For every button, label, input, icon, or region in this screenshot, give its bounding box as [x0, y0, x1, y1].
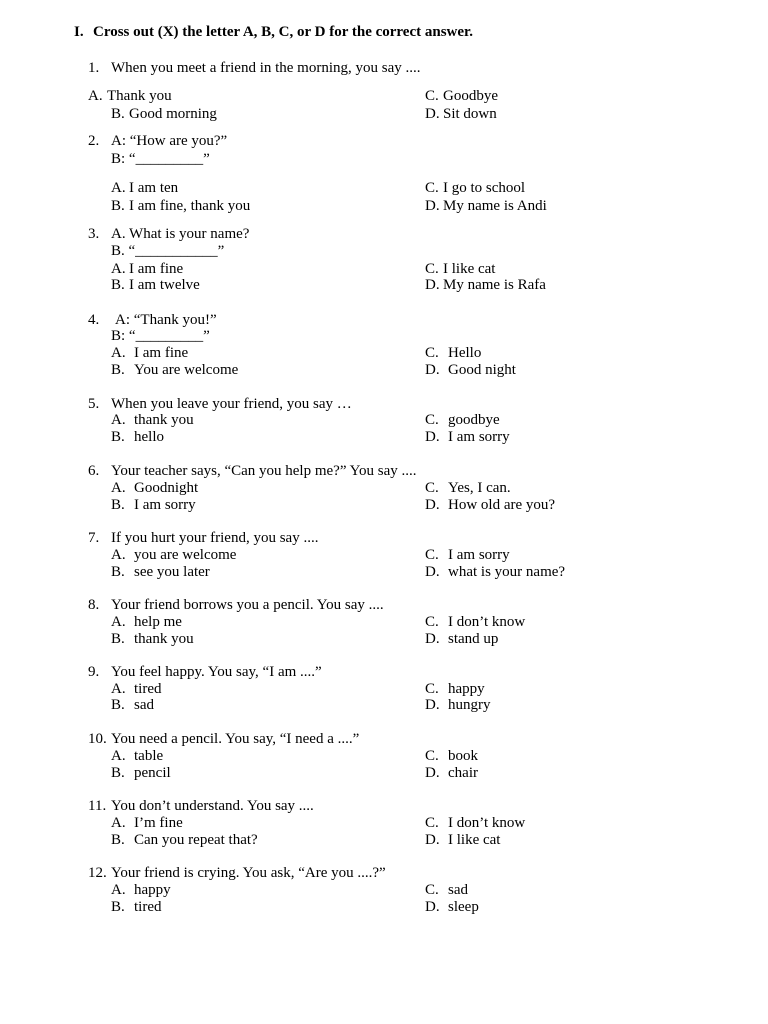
option-letter: B. [111, 899, 125, 915]
option-text: I don’t know [448, 614, 526, 630]
option-text: I am sorry [448, 547, 510, 563]
question-text: A: “Thank you!” [115, 312, 217, 328]
option-letter: C. [425, 882, 439, 898]
option-text: Goodbye [443, 88, 498, 104]
option-text: Hello [448, 345, 482, 361]
option-text: I am ten [129, 180, 179, 196]
option-letter: B. [111, 198, 125, 214]
question-number: 1. [88, 60, 100, 76]
option-letter: B. [111, 277, 125, 293]
option-letter: C. [425, 681, 439, 697]
option-text: I like cat [448, 832, 501, 848]
option-text: happy [448, 681, 485, 697]
option-text: I am sorry [134, 497, 196, 513]
option-letter: D. [425, 277, 440, 293]
question-text: Your friend borrows you a pencil. You say .... [111, 597, 384, 613]
question-text: B: “_________” [111, 328, 210, 344]
option-letter: A. [111, 180, 126, 196]
option-letter: B. [111, 497, 125, 513]
option-letter: C. [425, 815, 439, 831]
option-text: goodbye [448, 412, 500, 428]
option-text: I am sorry [448, 429, 510, 445]
option-letter: A. [111, 345, 126, 361]
option-letter: D. [425, 106, 440, 122]
option-letter: B. [111, 106, 125, 122]
option-letter: A. [111, 681, 126, 697]
question-number: 12. [88, 865, 107, 881]
option-letter: B. [111, 832, 125, 848]
option-letter: D. [425, 899, 440, 915]
option-letter: D. [425, 697, 440, 713]
option-text: hello [134, 429, 164, 445]
option-letter: D. [425, 362, 440, 378]
question-text: When you meet a friend in the morning, you say .... [111, 60, 421, 76]
option-text: you are welcome [134, 547, 237, 563]
option-letter: D. [425, 497, 440, 513]
option-letter: B. [111, 631, 125, 647]
question-text: B. “___________” [111, 243, 225, 259]
section-instruction: Cross out (X) the letter A, B, C, or D for the correct answer. [93, 24, 474, 40]
option-letter: D. [425, 198, 440, 214]
option-text: I like cat [443, 261, 496, 277]
option-letter: C. [425, 614, 439, 630]
question-number: 9. [88, 664, 100, 680]
option-text: You are welcome [134, 362, 239, 378]
option-text: Yes, I can. [448, 480, 511, 496]
option-text: I go to school [443, 180, 526, 196]
option-letter: B. [111, 765, 125, 781]
question-number: 11. [88, 798, 107, 814]
question-number: 6. [88, 463, 100, 479]
question-text: When you leave your friend, you say … [111, 396, 352, 412]
option-text: hungry [448, 697, 491, 713]
option-text: book [448, 748, 478, 764]
option-text: sad [448, 882, 468, 898]
option-text: thank you [134, 412, 194, 428]
option-text: My name is Rafa [443, 277, 546, 293]
option-letter: A. [111, 261, 126, 277]
option-letter: A. [111, 815, 126, 831]
option-text: tired [134, 899, 162, 915]
option-text: Sit down [443, 106, 497, 122]
option-letter: B. [111, 564, 125, 580]
question-number: 10. [88, 731, 107, 747]
option-letter: D. [425, 765, 440, 781]
option-text: I am fine [134, 345, 189, 361]
option-text: sleep [448, 899, 479, 915]
option-text: I am twelve [129, 277, 200, 293]
option-letter: B. [111, 362, 125, 378]
option-text: I am fine, thank you [129, 198, 251, 214]
option-text: I don’t know [448, 815, 526, 831]
option-text: see you later [134, 564, 210, 580]
option-letter: C. [425, 345, 439, 361]
option-text: happy [134, 882, 171, 898]
question-text: Your friend is crying. You ask, “Are you ....?” [111, 865, 386, 881]
option-text: I’m fine [134, 815, 183, 831]
question-text: A. What is your name? [111, 226, 250, 242]
option-letter: C. [425, 180, 439, 196]
option-letter: C. [425, 412, 439, 428]
option-text: chair [448, 765, 478, 781]
option-letter: D. [425, 429, 440, 445]
option-text: sad [134, 697, 154, 713]
option-text: Good morning [129, 106, 217, 122]
option-text: Good night [448, 362, 516, 378]
option-letter: B. [111, 429, 125, 445]
option-text: I am fine [129, 261, 184, 277]
option-text: stand up [448, 631, 499, 647]
option-letter: A. [111, 547, 126, 563]
option-text: Thank you [107, 88, 172, 104]
option-letter: A. [111, 748, 126, 764]
option-text: thank you [134, 631, 194, 647]
option-text: Can you repeat that? [134, 832, 258, 848]
option-text: How old are you? [448, 497, 556, 513]
question-text: A: “How are you?” [111, 133, 228, 149]
question-number: 5. [88, 396, 100, 412]
option-letter: A. [111, 882, 126, 898]
option-letter: A. [111, 614, 126, 630]
option-letter: C. [425, 547, 439, 563]
section-number: I. [74, 24, 84, 40]
option-letter: D. [425, 631, 440, 647]
question-number: 7. [88, 530, 100, 546]
option-text: table [134, 748, 164, 764]
question-text: You feel happy. You say, “I am ....” [111, 664, 322, 680]
question-number: 4. [88, 312, 100, 328]
question-number: 2. [88, 133, 100, 149]
question-text: You need a pencil. You say, “I need a ....” [111, 731, 360, 747]
question-number: 3. [88, 226, 100, 242]
option-text: help me [134, 614, 182, 630]
option-letter: A. [111, 412, 126, 428]
option-text: pencil [134, 765, 171, 781]
option-text: tired [134, 681, 162, 697]
question-text: You don’t understand. You say .... [111, 798, 314, 814]
option-letter: C. [425, 748, 439, 764]
option-letter: C. [425, 261, 439, 277]
option-letter: D. [425, 564, 440, 580]
option-letter: A. [88, 88, 103, 104]
option-text: what is your name? [448, 564, 566, 580]
option-letter: D. [425, 832, 440, 848]
option-text: My name is Andi [443, 198, 547, 214]
question-text: Your teacher says, “Can you help me?” You say .... [111, 463, 417, 479]
question-text: B: “_________” [111, 151, 210, 167]
option-letter: A. [111, 480, 126, 496]
option-text: Goodnight [134, 480, 199, 496]
option-letter: C. [425, 88, 439, 104]
question-text: If you hurt your friend, you say .... [111, 530, 319, 546]
option-letter: C. [425, 480, 439, 496]
question-number: 8. [88, 597, 100, 613]
option-letter: B. [111, 697, 125, 713]
